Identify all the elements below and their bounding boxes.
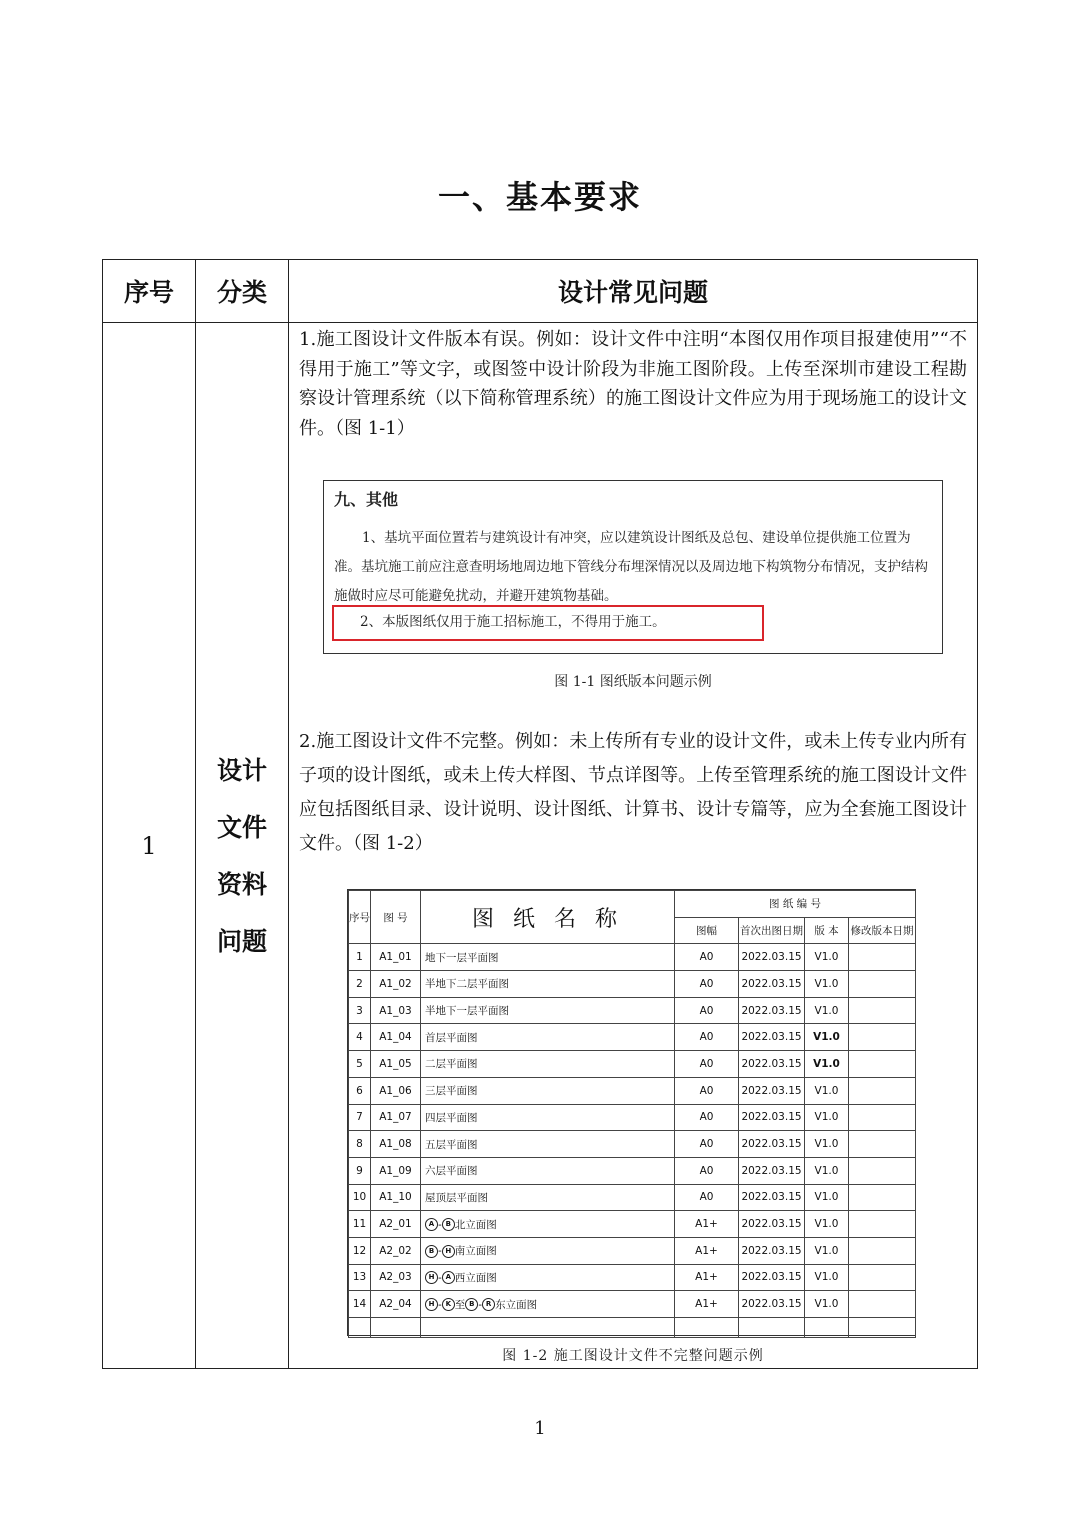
table-row: [349, 944, 916, 971]
axis-separator: -: [438, 1298, 442, 1311]
drawing-seq: 6: [349, 1077, 371, 1104]
drawing-code: A1_08: [371, 1131, 421, 1158]
drawing-date: 2022.03.15: [739, 1291, 805, 1318]
drawing-rev-date: [849, 1184, 916, 1211]
axis-marker: B: [442, 1218, 455, 1231]
drawing-name-cell: [421, 1184, 675, 1211]
axis-marker: R: [482, 1298, 495, 1311]
drawing-version: V1.0: [805, 971, 849, 998]
table-row: [349, 1291, 916, 1318]
drawing-name-cell: [421, 1264, 675, 1291]
table-header-row: [103, 260, 978, 323]
drawing-name-cell: [421, 1051, 675, 1078]
table-row: [349, 1077, 916, 1104]
drawing-header-row: [349, 891, 916, 918]
axis-marker: B: [425, 1245, 438, 1258]
drawing-header-seq: 序号: [349, 891, 371, 944]
table-row: [349, 1184, 916, 1211]
drawing-name: 首层平面图: [425, 1031, 478, 1044]
figure1-line1: 1、基坑平面位置若与建筑设计有冲突，应以建筑设计图纸及总包、建设单位提供施工位置为准。基坑施工前应注意查明场地周边地下管线分布埋深情况以及周边地下构筑物分布情况，支护结构施做时应尽可能避免扰动，并避开建筑物基础。: [334, 530, 928, 604]
row-category: 设计文件资料问题: [216, 755, 267, 956]
drawing-name: 南立面图: [454, 1245, 497, 1258]
drawing-version: V1.0: [805, 1024, 849, 1051]
drawing-code: A2_02: [371, 1237, 421, 1264]
drawing-seq: 8: [349, 1131, 371, 1158]
drawing-version: V1.0: [805, 1051, 849, 1078]
drawing-name-cell: [421, 1237, 675, 1264]
drawing-date: 2022.03.15: [739, 1157, 805, 1184]
drawing-name-cell: [421, 971, 675, 998]
drawing-header-code: 图 号: [371, 891, 421, 944]
axis-marker: H: [425, 1271, 438, 1284]
drawing-name: 东立面图: [495, 1298, 538, 1311]
header-seq: 序号: [103, 260, 196, 323]
axis-separator: -: [438, 1245, 442, 1258]
axis-marker: K: [442, 1298, 455, 1311]
table-row: [349, 1211, 916, 1238]
blank-cell: [371, 1318, 421, 1338]
header-category: 分类: [196, 260, 289, 323]
drawing-name-cell: [421, 1211, 675, 1238]
drawing-seq: 1: [349, 944, 371, 971]
axis-separator: -: [438, 1218, 442, 1231]
drawing-version: V1.0: [805, 1104, 849, 1131]
drawing-header-rev-date: 修改版本日期: [849, 917, 916, 944]
drawing-size: A0: [675, 1184, 739, 1211]
figure1-line2: 2、本版图纸仅用于施工招标施工，不得用于施工。: [360, 614, 666, 630]
drawing-name: 西立面图: [454, 1271, 497, 1284]
blank-cell: [849, 1318, 916, 1338]
drawing-date: 2022.03.15: [739, 1211, 805, 1238]
drawing-version: V1.0: [805, 1131, 849, 1158]
drawing-list-table: [348, 890, 916, 1338]
drawing-name-cell: [421, 1157, 675, 1184]
drawing-name: 三层平面图: [425, 1085, 478, 1098]
drawing-size: A0: [675, 1157, 739, 1184]
drawing-name-cell: [421, 1104, 675, 1131]
drawing-header-name: 图 纸 名 称: [421, 891, 675, 944]
header-problems: 设计常见问题: [289, 260, 978, 323]
drawing-rows: [349, 944, 916, 1338]
page-title: 一、基本要求: [437, 178, 642, 216]
figure2-caption: 图 1-2 施工图设计文件不完整问题示例: [502, 1348, 764, 1364]
drawing-name-cell: [421, 944, 675, 971]
drawing-rev-date: [849, 1264, 916, 1291]
drawing-code: A2_01: [371, 1211, 421, 1238]
drawing-rev-date: [849, 1131, 916, 1158]
table-row: [349, 971, 916, 998]
drawing-rev-date: [849, 944, 916, 971]
drawing-size: A0: [675, 971, 739, 998]
table-row: [103, 323, 978, 1369]
blank-cell: [421, 1318, 675, 1338]
drawing-code: A2_03: [371, 1264, 421, 1291]
axis-separator: 至: [454, 1298, 466, 1311]
drawing-name: 四层平面图: [425, 1111, 478, 1124]
drawing-version: V1.0: [805, 1237, 849, 1264]
drawing-seq: 13: [349, 1264, 371, 1291]
row-category-cell: [196, 323, 289, 1369]
drawing-rev-date: [849, 971, 916, 998]
drawing-code: A1_06: [371, 1077, 421, 1104]
drawing-header-group: 图 纸 编 号: [675, 891, 916, 918]
drawing-seq: 12: [349, 1237, 371, 1264]
drawing-date: 2022.03.15: [739, 1077, 805, 1104]
drawing-name: 半地下二层平面图: [425, 978, 509, 991]
drawing-date: 2022.03.15: [739, 1104, 805, 1131]
axis-separator: -: [438, 1271, 442, 1284]
drawing-size: A0: [675, 1104, 739, 1131]
drawing-rev-date: [849, 1291, 916, 1318]
blank-cell: [805, 1318, 849, 1338]
drawing-code: A1_02: [371, 971, 421, 998]
table-row: [349, 997, 916, 1024]
drawing-name: 北立面图: [454, 1218, 497, 1231]
drawing-code: A1_07: [371, 1104, 421, 1131]
table-row: [349, 1237, 916, 1264]
drawing-version: V1.0: [805, 997, 849, 1024]
drawing-seq: 7: [349, 1104, 371, 1131]
drawing-date: 2022.03.15: [739, 1024, 805, 1051]
table-row: [349, 1157, 916, 1184]
drawing-rev-date: [849, 1024, 916, 1051]
drawing-name: 屋顶层平面图: [425, 1191, 488, 1204]
drawing-code: A1_01: [371, 944, 421, 971]
drawing-seq: 4: [349, 1024, 371, 1051]
drawing-version: V1.0: [805, 1211, 849, 1238]
drawing-rev-date: [849, 1104, 916, 1131]
drawing-name-cell: [421, 1024, 675, 1051]
drawing-seq: 2: [349, 971, 371, 998]
drawing-seq: 10: [349, 1184, 371, 1211]
drawing-version: V1.0: [805, 944, 849, 971]
drawing-rev-date: [849, 1077, 916, 1104]
row-number: 1: [103, 323, 196, 1369]
drawing-size: A1+: [675, 1211, 739, 1238]
drawing-size: A1+: [675, 1291, 739, 1318]
table-row: [349, 1264, 916, 1291]
drawing-name: 五层平面图: [425, 1138, 478, 1151]
axis-marker: H: [442, 1245, 455, 1258]
table-row: [349, 1131, 916, 1158]
axis-marker: B: [465, 1298, 478, 1311]
drawing-date: 2022.03.15: [739, 1264, 805, 1291]
drawing-rev-date: [849, 1157, 916, 1184]
drawing-header-version: 版 本: [805, 917, 849, 944]
drawing-header-date: 首次出图日期: [739, 917, 805, 944]
drawing-name-cell: [421, 1291, 675, 1318]
blank-row: [349, 1318, 916, 1338]
figure1-heading: 九、其他: [334, 490, 399, 509]
drawing-seq: 11: [349, 1211, 371, 1238]
drawing-code: A2_04: [371, 1291, 421, 1318]
drawing-version: V1.0: [805, 1291, 849, 1318]
axis-marker: A: [425, 1218, 438, 1231]
drawing-name-cell: [421, 1077, 675, 1104]
table-row: [349, 1024, 916, 1051]
drawing-code: A1_10: [371, 1184, 421, 1211]
drawing-code: A1_05: [371, 1051, 421, 1078]
drawing-date: 2022.03.15: [739, 1131, 805, 1158]
drawing-size: A0: [675, 997, 739, 1024]
problem-paragraph-1: 1.施工图设计文件版本有误。例如：设计文件中注明“本图仅用作项目报建使用”“不得用于施工”等文字，或图签中设计阶段为非施工图阶段。上传至深圳市建设工程勘察设计管理系统（以下简称管理系统）的施工图设计文件应为用于现场施工的设计文件。（图 1-1）: [299, 329, 967, 439]
drawing-seq: 14: [349, 1291, 371, 1318]
drawing-code: A1_09: [371, 1157, 421, 1184]
drawing-name-cell: [421, 1131, 675, 1158]
drawing-version: V1.0: [805, 1077, 849, 1104]
drawing-code: A1_03: [371, 997, 421, 1024]
drawing-header-size: 图幅: [675, 917, 739, 944]
drawing-rev-date: [849, 997, 916, 1024]
drawing-date: 2022.03.15: [739, 997, 805, 1024]
drawing-size: A0: [675, 1051, 739, 1078]
drawing-rev-date: [849, 1051, 916, 1078]
drawing-name-cell: [421, 997, 675, 1024]
drawing-version: V1.0: [805, 1264, 849, 1291]
table-row: [349, 1051, 916, 1078]
row-content-cell: [289, 323, 978, 1369]
drawing-date: 2022.03.15: [739, 1051, 805, 1078]
problem-paragraph-2: 2.施工图设计文件不完整。例如：未上传所有专业的设计文件，或未上传专业内所有子项的设计图纸，或未上传大样图、节点详图等。上传至管理系统的施工图设计文件应包括图纸目录、设计说明、设计图纸、计算书、设计专篇等，应为全套施工图设计文件。（图 1-2）: [299, 731, 967, 854]
drawing-size: A0: [675, 944, 739, 971]
drawing-size: A0: [675, 1077, 739, 1104]
drawing-seq: 5: [349, 1051, 371, 1078]
drawing-size: A1+: [675, 1264, 739, 1291]
blank-cell: [739, 1318, 805, 1338]
figure-1-1-image: [323, 480, 943, 654]
requirements-table: [102, 259, 978, 1369]
drawing-size: A1+: [675, 1237, 739, 1264]
drawing-date: 2022.03.15: [739, 1237, 805, 1264]
drawing-version: V1.0: [805, 1157, 849, 1184]
drawing-version: V1.0: [805, 1184, 849, 1211]
drawing-size: A0: [675, 1024, 739, 1051]
drawing-size: A0: [675, 1131, 739, 1158]
blank-cell: [675, 1318, 739, 1338]
drawing-name: 地下一层平面图: [425, 951, 499, 964]
figure-1-2-image: [347, 889, 916, 1336]
blank-cell: [349, 1318, 371, 1338]
figure1-caption: 图 1-1 图纸版本问题示例: [554, 674, 712, 690]
drawing-date: 2022.03.15: [739, 1184, 805, 1211]
drawing-seq: 9: [349, 1157, 371, 1184]
drawing-name: 六层平面图: [425, 1165, 478, 1178]
drawing-name: 半地下一层平面图: [425, 1005, 509, 1018]
drawing-rev-date: [849, 1237, 916, 1264]
drawing-code: A1_04: [371, 1024, 421, 1051]
axis-marker: H: [425, 1298, 438, 1311]
drawing-name: 二层平面图: [425, 1058, 478, 1071]
page-number: 1: [534, 1418, 546, 1439]
drawing-rev-date: [849, 1211, 916, 1238]
axis-separator: -: [478, 1298, 483, 1311]
axis-marker: A: [442, 1271, 455, 1284]
drawing-seq: 3: [349, 997, 371, 1024]
table-row: [349, 1104, 916, 1131]
drawing-date: 2022.03.15: [739, 944, 805, 971]
drawing-date: 2022.03.15: [739, 971, 805, 998]
